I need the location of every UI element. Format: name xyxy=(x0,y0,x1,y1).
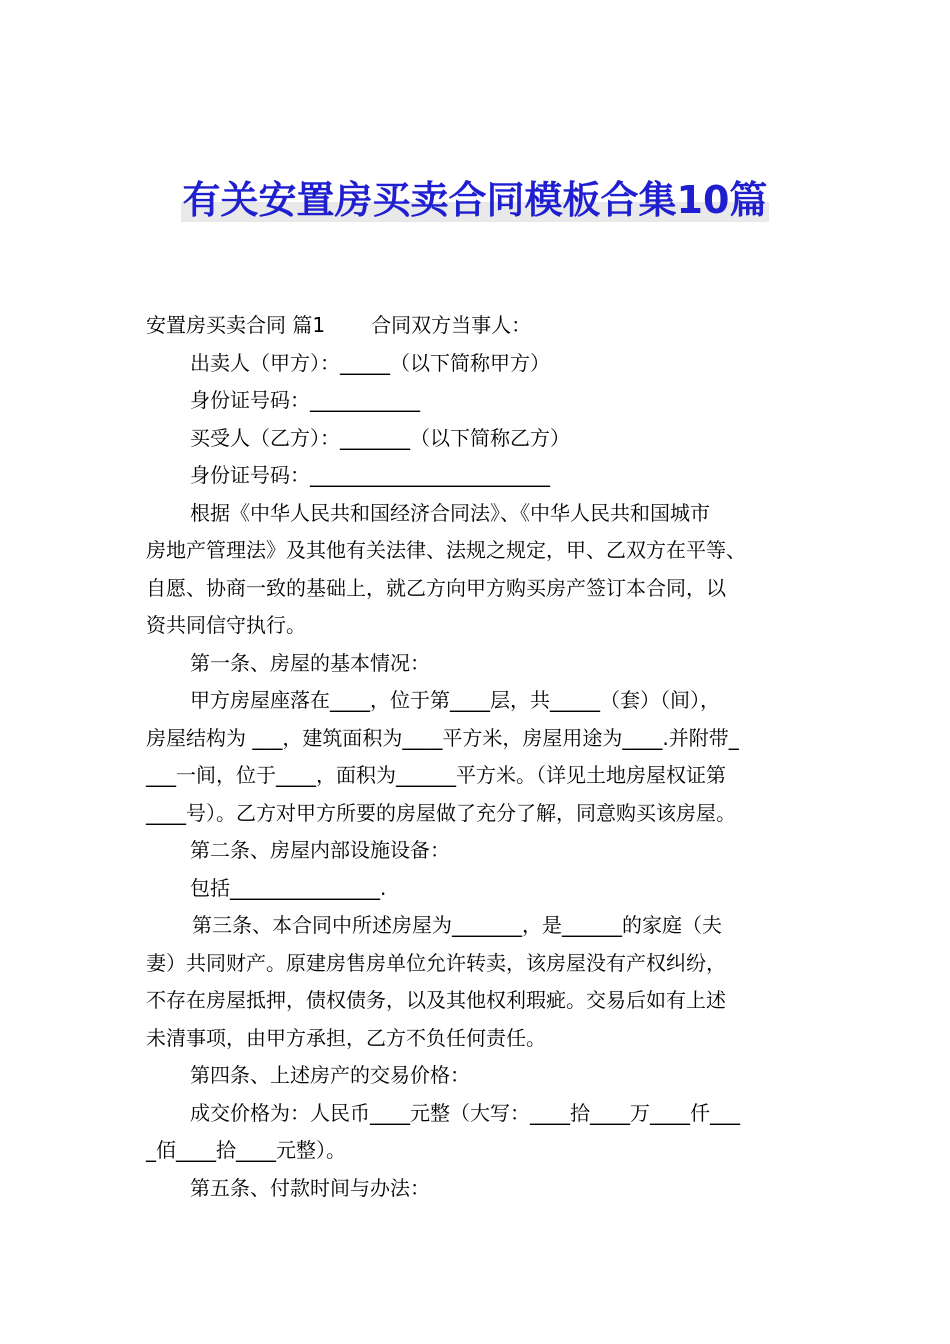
article-4-heading: 第四条、上述房产的交易价格： xyxy=(190,1063,470,1087)
paragraph-preamble-line-2: 房地产管理法》及其他有关法律、法规之规定，甲、乙双方在平等、 xyxy=(146,538,746,562)
article-1-line-2: 房屋结构为 ___，建筑面积为____平方米，房屋用途为____.并附带_ xyxy=(146,725,739,750)
article-5-heading: 第五条、付款时间与办法： xyxy=(190,1175,430,1200)
paragraph-buyer-id: 身份证号码：________________________ xyxy=(190,463,550,487)
article-1-heading: 第一条、房屋的基本情况： xyxy=(190,650,430,675)
parties-label: 合同双方当事人： xyxy=(371,313,532,337)
paragraph-preamble-line-4: 资共同信守执行。 xyxy=(146,613,306,637)
document-title xyxy=(0,176,950,224)
document-body xyxy=(146,307,810,1207)
document-title-text: 有关安置房买卖合同模板合集10篇 xyxy=(182,178,768,222)
paragraph-seller: 出卖人（甲方）：_____（以下简称甲方） xyxy=(190,350,550,375)
article-4-line-2: _佰____拾____元整）。 xyxy=(146,1138,346,1162)
paragraph-preamble-line-1: 根据《中华人民共和国经济合同法》、《中华人民共和国城市 xyxy=(190,500,710,525)
article-2-line-1: 包括_______________. xyxy=(190,875,387,900)
contract-number-label: 安置房买卖合同 篇1 xyxy=(146,313,326,337)
paragraph-buyer: 买受人（乙方）：_______（以下简称乙方） xyxy=(190,425,570,450)
article-1-line-3: ___一间，位于____，面积为______平方米。（详见土地房屋权证第 xyxy=(146,763,726,787)
article-1-line-4: ____号）。乙方对甲方所要的房屋做了充分了解，同意购买该房屋。 xyxy=(146,800,736,825)
article-3-line-4: 未清事项，由甲方承担，乙方不负任何责任。 xyxy=(146,1025,546,1050)
article-1-line-1: 甲方房屋座落在____，位于第____层，共_____（套）（间）， xyxy=(190,688,720,712)
paragraph-preamble-line-3: 自愿、协商一致的基础上，就乙方向甲方购买房产签订本合同，以 xyxy=(146,575,726,600)
article-3-line-3: 不存在房屋抵押，债权债务，以及其他权利瑕疵。交易后如有上述 xyxy=(146,988,726,1012)
paragraph-seller-id: 身份证号码：___________ xyxy=(190,388,420,412)
paragraph-contract-heading xyxy=(146,307,810,345)
article-2-heading: 第二条、房屋内部设施设备： xyxy=(190,838,450,862)
article-3-line-1: 第三条、本合同中所述房屋为_______，是______的家庭（夫 xyxy=(192,913,722,937)
article-3-line-2: 妻）共同财产。原建房售房单位允许转卖，该房屋没有产权纠纷， xyxy=(146,950,726,975)
article-4-line-1: 成交价格为：人民币____元整（大写：____拾____万____仟___ xyxy=(190,1100,740,1125)
